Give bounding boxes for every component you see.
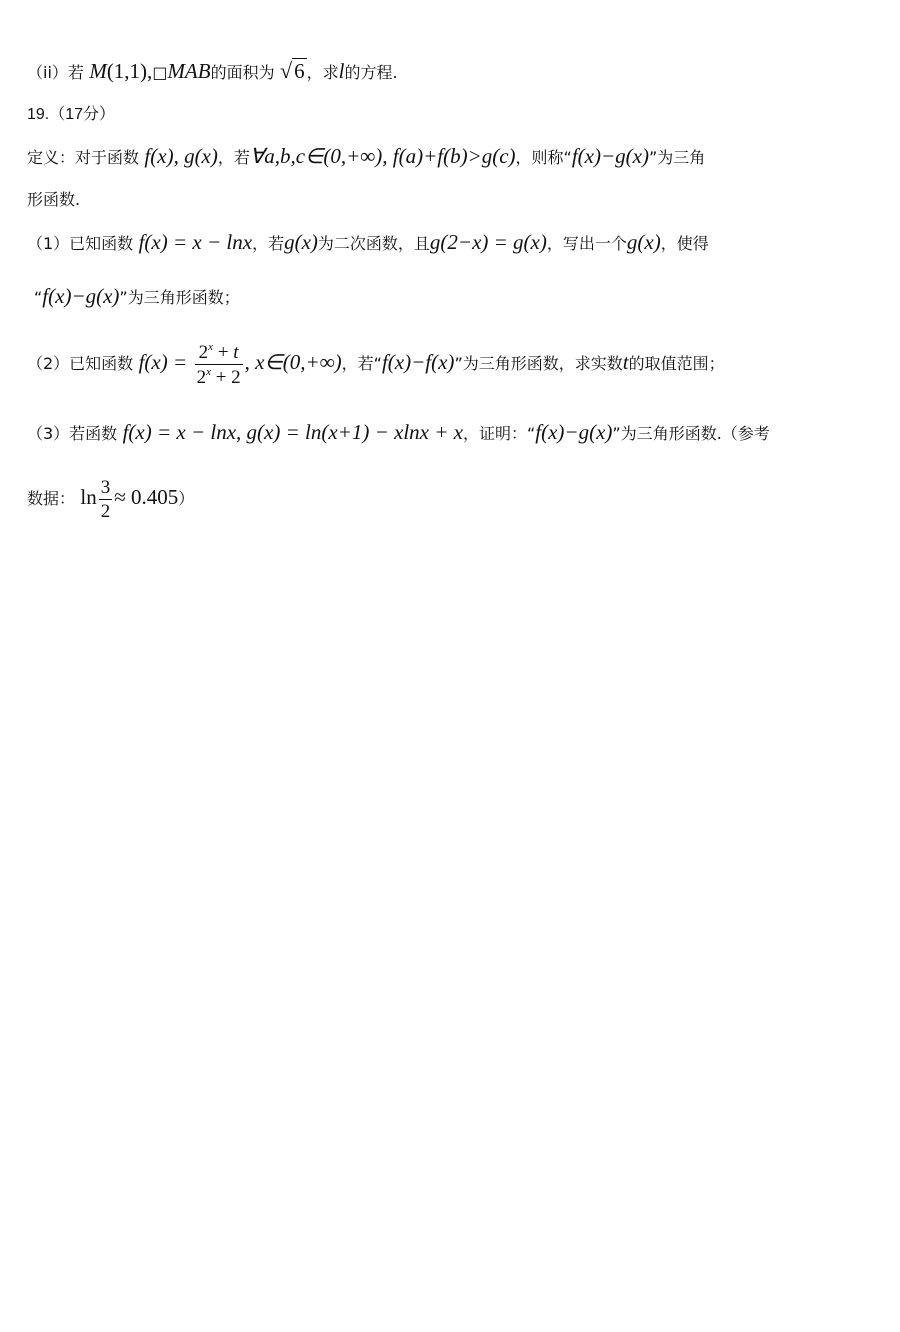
part1-g2: g(x) xyxy=(626,230,661,254)
definition-suffix: ，则称“ xyxy=(515,148,572,167)
part3-line xyxy=(27,422,770,443)
part1-text3: ，写出一个 xyxy=(546,234,627,253)
question-number xyxy=(27,106,115,123)
sqrt-value: 6 xyxy=(294,59,305,83)
part2-term: f(x)−f(x) xyxy=(381,350,455,374)
part1-text4: ，使得 xyxy=(660,234,709,253)
part1-label: （1）已知函数 xyxy=(27,234,134,253)
definition-end: ”为三角 xyxy=(648,148,706,167)
definition-mid: ，若 xyxy=(217,148,250,167)
part1-cont-open: “ xyxy=(34,288,43,307)
part2-t: t xyxy=(622,350,629,374)
definition-prefix: 定义：对于函数 xyxy=(27,148,140,167)
prev-text1: 的面积为 xyxy=(210,63,275,82)
definition-funcs: f(x), g(x) xyxy=(144,144,218,168)
part1-cont xyxy=(34,286,240,307)
line-l: l xyxy=(338,59,345,83)
part2-frac-den: $2^x + 2$ xyxy=(196,366,241,388)
sqrt-six: √6 xyxy=(280,58,305,83)
part3-defs: f(x) = x − lnx, g(x) = ln(x+1) − xlnx + x xyxy=(122,420,463,444)
part1-cont-end: ”为三角形函数； xyxy=(119,288,240,307)
part2-line xyxy=(27,342,725,387)
part3-text2: ”为三角形函数.（参考 xyxy=(612,424,770,443)
prev-label: （ii）若 xyxy=(27,63,84,82)
ref-ln: ln xyxy=(80,485,97,509)
part2-f-lhs: f(x) = xyxy=(138,350,188,374)
part3-cont-end: ） xyxy=(178,489,195,508)
part1-line xyxy=(27,232,709,253)
part1-text2: 为二次函数，且 xyxy=(317,234,430,253)
part2-fraction xyxy=(195,342,243,387)
part3-cont-prefix: 数据： xyxy=(27,489,76,508)
part1-cont-math: f(x)−g(x) xyxy=(42,284,120,308)
part2-label: （2）已知函数 xyxy=(27,354,134,373)
part1-condition: g(2−x) = g(x) xyxy=(429,230,547,254)
part2-text3: 的取值范围； xyxy=(628,354,725,373)
ref-num: 3 xyxy=(100,477,111,498)
prev-text3: 的方程. xyxy=(344,63,398,82)
box-glyph: □ xyxy=(152,63,168,82)
ref-approx: ≈ 0.405 xyxy=(114,485,179,509)
point-m: M xyxy=(89,59,107,83)
definition-line xyxy=(27,146,705,167)
definition-cont xyxy=(27,192,80,209)
part2-text2: ”为三角形函数，求实数 xyxy=(454,354,623,373)
definition-term: f(x)−g(x) xyxy=(571,144,649,168)
part2-frac-num: $2^x + t$ xyxy=(195,342,243,365)
part1-g: g(x) xyxy=(284,230,318,254)
part3-term: f(x)−g(x) xyxy=(535,420,613,444)
part3-text1: ，证明：“ xyxy=(462,424,536,443)
part1-text1: ，若 xyxy=(252,234,285,253)
part3-cont xyxy=(27,478,194,521)
definition-math: ∀a,b,c∈(0,+∞), f(a)+f(b)>g(c) xyxy=(249,144,516,168)
part1-f-def: f(x) = x − lnx xyxy=(138,230,253,254)
part2-text1: ，若“ xyxy=(341,354,382,373)
triangle-name: MAB xyxy=(167,59,211,83)
ref-den: 2 xyxy=(100,501,111,522)
part2-domain: , x∈(0,+∞) xyxy=(244,350,342,374)
part3-label: （3）若函数 xyxy=(27,424,118,443)
ref-fraction xyxy=(99,478,113,521)
question-number-text: 19.（17分） xyxy=(27,106,116,123)
point-coords: (1,1), xyxy=(106,59,153,83)
definition-cont-text: 形函数. xyxy=(27,190,81,209)
prev-question-ii xyxy=(27,60,398,82)
prev-text2: ，求 xyxy=(306,63,339,82)
